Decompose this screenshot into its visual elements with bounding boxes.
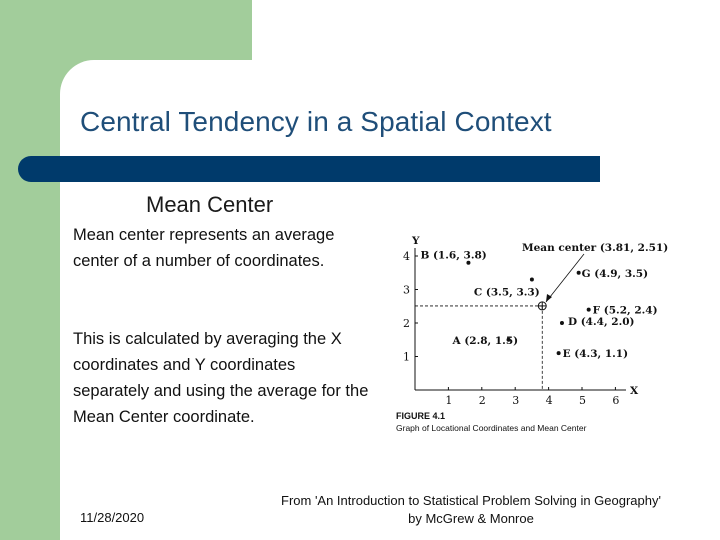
y-axis-label: Y — [412, 235, 420, 247]
slide-date: 11/28/2020 — [80, 510, 145, 525]
body-paragraph-1: Mean center represents an average center of a number of coordinates. — [73, 226, 335, 270]
source-line-1: From 'An Introduction to Statistical Problem Solving in Geography' — [281, 493, 661, 508]
x-tick-label: 3 — [512, 394, 520, 407]
y-tick-label: 3 — [403, 283, 410, 297]
point-group — [420, 250, 657, 360]
data-point-label-f: F (5.2, 2.4) — [592, 304, 658, 317]
data-point-label-e: E (4.3, 1.1) — [562, 348, 629, 361]
mean-center-figure — [394, 232, 669, 436]
data-point-f — [587, 308, 591, 312]
figure-caption-number: FIGURE 4.1 — [396, 411, 446, 421]
x-tick-label: 1 — [445, 394, 453, 407]
data-point-label-b: B (1.6, 3.8) — [420, 249, 487, 262]
y-tick-group — [403, 250, 418, 364]
data-point-label-d: D (4.4, 2.0) — [567, 316, 635, 328]
data-point-e — [557, 351, 561, 355]
y-tick-label: 1 — [403, 350, 410, 364]
slide-subtitle: Mean Center — [146, 192, 274, 217]
y-tick-label: 2 — [403, 317, 410, 330]
slide-title: Central Tendency in a Spatial Context — [80, 106, 552, 137]
data-point-label-g: G (4.9, 3.5) — [581, 267, 649, 280]
figure-caption-text: Graph of Locational Coordinates and Mean Center — [396, 423, 587, 433]
x-tick-label: 5 — [579, 394, 586, 407]
x-tick-label: 2 — [478, 394, 486, 407]
x-axis-label: X — [630, 385, 639, 397]
y-tick-label: 4 — [403, 250, 410, 263]
x-tick-label: 6 — [612, 394, 620, 407]
data-point-g — [577, 271, 581, 275]
title-underline-bar — [18, 156, 600, 182]
data-point-c — [530, 277, 534, 281]
background-left-strip — [0, 0, 60, 540]
mean-center-label: Mean center (3.81, 2.51) — [522, 242, 669, 254]
body-paragraph-2: This is calculated by averaging the X coordinates and Y coordinates separately and using the average for the Mean Center coordinate. — [73, 330, 369, 426]
source-citation — [266, 492, 676, 528]
data-point-label-a: A (2.8, 1.5) — [452, 334, 519, 347]
source-line-2: by McGrew & Monroe — [408, 511, 534, 526]
mean-center-arrow — [546, 254, 584, 302]
data-point-label-c: C (3.5, 3.3) — [473, 286, 540, 299]
data-point-d — [560, 321, 564, 325]
x-tick-label: 4 — [545, 394, 553, 407]
